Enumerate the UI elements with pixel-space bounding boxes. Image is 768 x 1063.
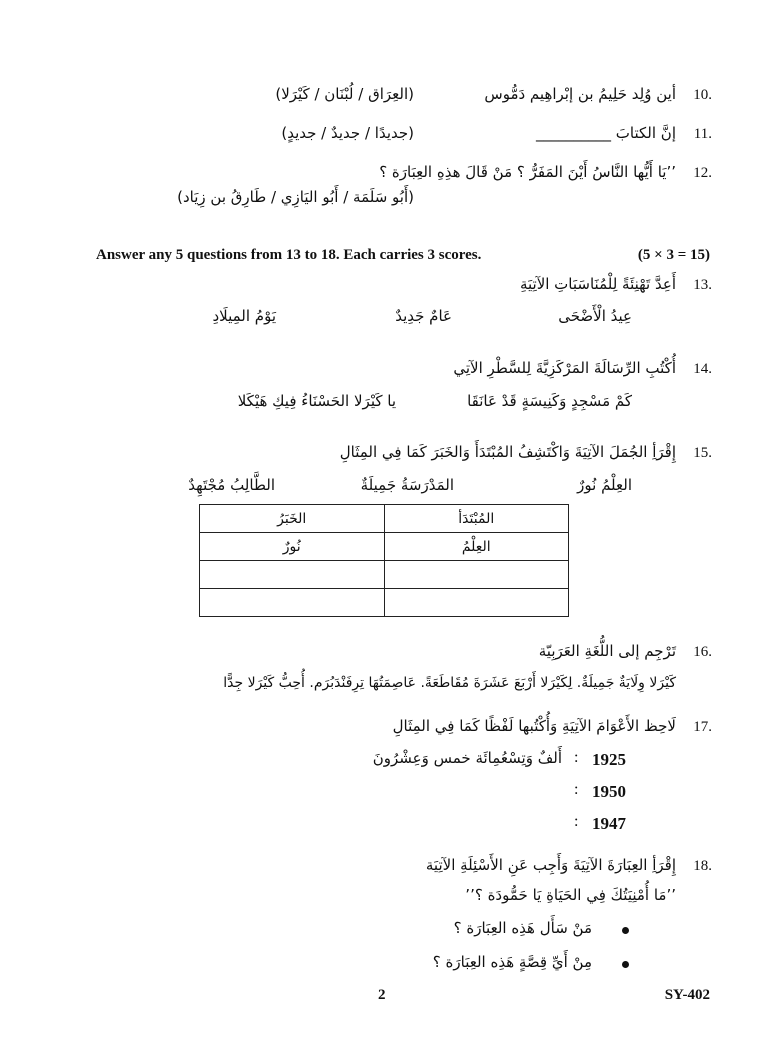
q14-line-a: كَمْ مَسْجِدٍ وَكَنِيسَةٍ قَدْ عَانَقَا [467, 392, 632, 410]
page-number: 2 [378, 987, 386, 1003]
q18-bullet-item: مَنْ سَأَل هَذِه العِبَارَة ؟ [453, 919, 592, 937]
q13-item: عَامٌ جَدِيدٌ [395, 307, 452, 325]
q16-question: تَرْجِم إلى اللُّغَةِ العَرَبِيّة [538, 642, 676, 660]
q18-question: إِقْرَأِ العِبَارَةَ الآتِيَةَ وَأَجِب عَنِ الأَسْئِلَةِ الآتِيَة [425, 856, 676, 874]
table-cell: العِلْمُ [384, 533, 569, 561]
q12-number: 12. [693, 165, 712, 181]
q12-options: (أَبُو سَلَمَة / أَبُو اليَازِي / طَارِقُ بن زِيَاد) [177, 188, 414, 206]
table-row [200, 589, 569, 617]
q13-number: 13. [693, 277, 712, 293]
table-header-row [200, 505, 569, 533]
q13-item: يَوْمُ المِيلَادِ [212, 307, 276, 325]
q17-number: 17. [693, 719, 712, 735]
q16-number: 16. [693, 644, 712, 660]
q18-number: 18. [693, 858, 712, 874]
q17-year: 1925 [592, 750, 626, 769]
table-cell: نُورٌ [200, 533, 385, 561]
bullet-icon [622, 961, 629, 968]
table-row [200, 533, 569, 561]
q17-colon: : [574, 749, 579, 766]
q11-question: إنَّ الكتابَ __________ [536, 124, 676, 142]
q13-question: أَعِدَّ تَهْنِئَةً لِلْمُنَاسَبَاتِ الآتِيَةِ [519, 275, 676, 293]
q14-number: 14. [693, 361, 712, 377]
q16-text: كَيْرَلا وِلَايَةٌ جَمِيلَةٌ. لِكَيْرَلا أَرْبَعَ عَشَرَةَ مُقَاطَعَةً. عَاصِمَتُهَا تِرِفَنْدَبُرَم. أُحِبُّ كَيْرَلا جِدًّا [223, 675, 676, 691]
table-header-khabar: الخَبَرُ [200, 505, 385, 533]
q11-number: 11. [693, 126, 712, 142]
paper-code: SY-402 [664, 987, 710, 1003]
q17-question: لَاحِظ الأَعْوَامَ الآتِيَةِ وَأُكْتُبها لَفْظًا كَمَا فِي المِثَالِ [392, 717, 676, 735]
q17-colon: : [574, 781, 579, 798]
q13-item: عِيدُ الْأَضْحَى [558, 307, 632, 325]
q15-number: 15. [693, 445, 712, 461]
q17-year: 1950 [592, 782, 626, 801]
q15-sentence: المَدْرَسَةُ جَمِيلَةٌ [360, 476, 454, 494]
q18-bullet-item: مِنْ أَيِّ قِصَّةٍ هَذِه العِبَارَة ؟ [432, 953, 592, 971]
section-instruction: Answer any 5 questions from 13 to 18. Each carries 3 scores. [96, 247, 482, 263]
q10-question: أين وُلِد حَلِيمُ بن إبْراهِيم دَمُّوس [484, 85, 676, 103]
q15-sentence: العِلْمُ نُورٌ [577, 476, 632, 494]
table-cell [200, 589, 385, 617]
q10-options: (العِرَاق / لُبْنَان / كَيْرَلا) [275, 85, 414, 103]
q12-question: ’’يَا أَيُّها النَّاسُ أَيْنَ المَفَرُّ ؟ مَنْ قَالَ هذِهِ العِبَارَة ؟ [379, 163, 676, 181]
table-header-mubtada: المُبْتَدَأ [384, 505, 569, 533]
bullet-icon [622, 927, 629, 934]
q17-year: 1947 [592, 814, 626, 833]
q17-example: أَلفٌ وَتِسْعُمِائَة خمس وَعِشْرُونَ [372, 749, 562, 767]
table-cell [384, 561, 569, 589]
q11-options: (جديدًا / جديدٌ / جديدٍ) [281, 124, 414, 142]
q15-sentence: الطَّالِبُ مُجْتَهِدٌ [188, 476, 275, 494]
table-row [200, 561, 569, 589]
q14-question: أُكْتُبِ الرِّسَالَةَ المَرْكَزِيَّةَ لِلسَّطْرِ الآتِي [453, 359, 676, 377]
table-cell [200, 561, 385, 589]
q10-number: 10. [693, 87, 712, 103]
q18-quote: ’’مَا أُمْنِيَتُكَ فِي الحَيَاةِ يَا حَمُّودَة ؟’’ [465, 886, 676, 904]
q14-line-b: يا كَيْرَلا الحَسْنَاءُ فِيكِ هَيْكَلا [237, 392, 396, 410]
q17-colon: : [574, 813, 579, 830]
section-marks: (5 × 3 = 15) [637, 247, 710, 263]
table-cell [384, 589, 569, 617]
q15-question: إِقْرَأِ الجُمَلَ الآتِيَةَ وَاكْتَشِفُ المُبْتَدَأَ وَالخَبَرَ كَمَا فِي المِثَالِ [339, 443, 676, 461]
q15-answer-table [199, 504, 569, 617]
